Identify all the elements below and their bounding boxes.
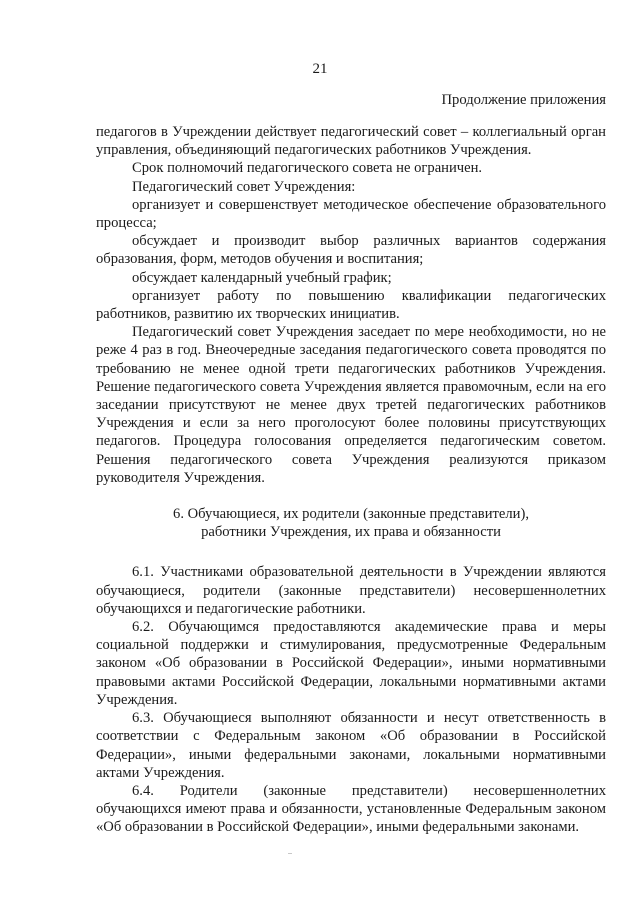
paragraph-organizes-methodology: организует и совершенствует методическое обеспечение образовательного процесса; [96,196,606,232]
paragraph-qualification-work: организует работу по повышению квалификации педагогических работников, развитию их творческих инициатив. [96,287,606,323]
appendix-note: Продолжение приложения [441,92,606,108]
paragraph-calendar-schedule: обсуждает календарный учебный график; [132,269,392,286]
paragraph-discusses-content: обсуждает и производит выбор различных вариантов содержания образования, форм, методов обучения и воспитания; [96,233,606,268]
scan-speck [288,853,292,854]
section-6-heading [96,505,606,541]
document-body [96,123,606,837]
section-6-heading-line-1: 6. Обучающиеся, их родители (законные представители), [173,506,529,523]
paragraph-council-meetings: Педагогический совет Учреждения заседает по мере необходимости, но не реже 4 раз в год. Внеочередные заседания педагогического совета проводятся по требованию не менее одной трети педагогических работников Учреждения. Решение педагогического совета Учреждения является правомочным, если на его заседании присутствуют не менее двух третей педагогических работников Учреждения и если за него проголосуют более половины присутствующих педагогов. Процедура голосования определяется педагогическим советом. Решения педагогического совета Учреждения реализуются приказом руководителя Учреждения. [96,324,606,486]
page-number: 21 [312,61,328,77]
paragraph-6-4: 6.4. Родители (законные представители) несовершеннолетних обучающихся имеют права и обязанности, установленные Федеральным законом «Об образовании в Российской Федерации», иными федеральными законами. [96,782,606,836]
paragraph-term-of-office: Срок полномочий педагогического совета не ограничен. [132,160,483,177]
paragraph-6-2: 6.2. Обучающимся предоставляются академические права и меры социальной поддержки и стимулирования, предусмотренные Федеральным законом «Об образовании в Российской Федерации», иными нормативными правовыми актами Российской Федерации, локальными нормативными актами Учреждения. [96,619,606,708]
paragraph-council-functions-lead: Педагогический совет Учреждения: [132,178,356,195]
paragraph-pedagogical-council-intro: педагогов в Учреждении действует педагогический совет – коллегиальный орган управления, объединяющий педагогических работников Учреждения. [96,124,606,159]
section-6-heading-line-2: работники Учреждения, их права и обязанности [201,524,501,541]
paragraph-6-1: 6.1. Участниками образовательной деятельности в Учреждении являются обучающиеся, родители (законные представители) несовершеннолетних обучающихся и педагогические работники. [96,564,606,617]
paragraph-6-3: 6.3. Обучающиеся выполняют обязанности и несут ответственность в соответствии с Федеральным законом «Об образовании в Российской Федерации», иными федеральными законами, локальными нормативными актами Учреждения. [96,710,606,781]
